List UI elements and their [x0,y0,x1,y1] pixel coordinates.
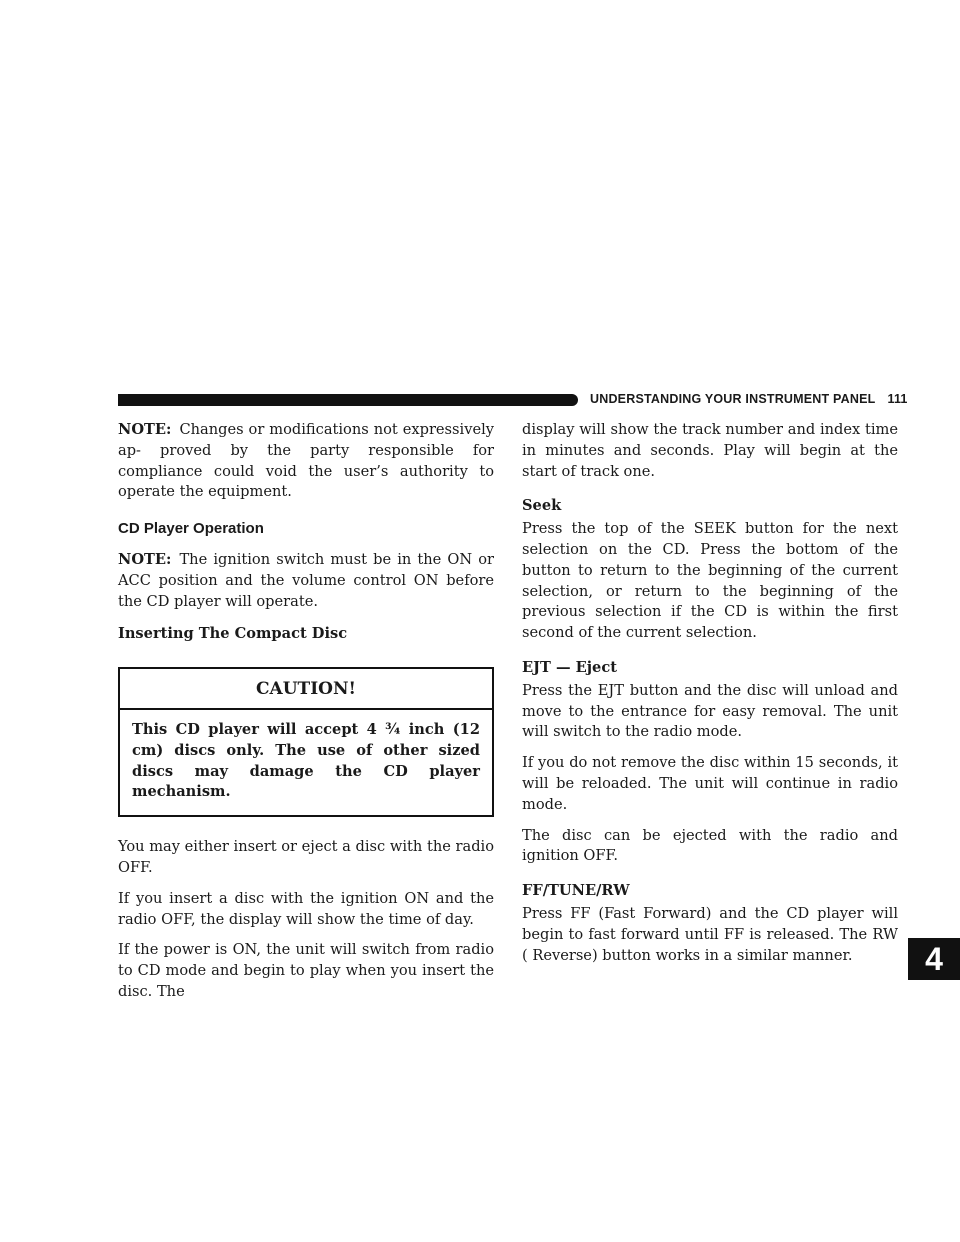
paragraph-seek: Press the top of the SEEK button for the next selection on the CD. Press the bottom of the button to return to the beginning of the current selection, or return to the beginning of the previous selection if the CD is within the first second of the current selection. [522,520,898,642]
subheading-eject: EJT — Eject [522,658,617,676]
paragraph-ignition-on: If you insert a disc with the ignition ON and the radio OFF, the display will show the time of day. [118,889,494,928]
paragraph-eject-1: Press the EJT button and the disc will unload and move to the entrance for easy removal. The unit will switch to the radio mode. [522,681,898,741]
section-heading-cd-player: CD Player Operation [118,520,264,538]
subheading-seek: Seek [522,497,562,515]
caution-text: This CD player will accept 4 ¾ inch (12 cm) discs only. The use of other sized discs may damage the CD player mechanism. [132,720,480,801]
left-column [118,420,494,1013]
subheading-ff-tune-rw: FF/TUNE/RW [522,882,630,900]
note-text: Changes or modifications not expressively ap- proved by the party responsible for compliance could void the user’s authority to operate the equipment. [118,421,494,501]
header-rule [118,394,578,406]
paragraph-continuation: display will show the track number and index time in minutes and seconds. Play will begin at the start of track one. [522,421,898,480]
note-compliance [118,420,494,503]
note-label: NOTE: [118,421,172,438]
note-text: The ignition switch must be in the ON or ACC position and the volume control ON before the CD player will operate. [118,550,494,610]
note-label: NOTE: [118,550,172,568]
paragraph-eject-2: If you do not remove the disc within 15 seconds, it will be reloaded. The unit will continue in radio mode. [522,754,898,813]
note-ignition [118,550,494,612]
subheading-inserting-disc: Inserting The Compact Disc [118,625,348,643]
caution-title: CAUTION! [120,669,492,710]
section-seek [522,496,898,644]
right-column [522,420,898,976]
caution-box [118,667,494,817]
paragraph-insert-eject: You may either insert or eject a disc with the radio OFF. [118,838,494,876]
chapter-tab: 4 [908,938,960,980]
running-header [590,392,908,406]
paragraph-ff-tune-rw: Press FF (Fast Forward) and the CD player will begin to fast forward until FF is released. The RW ( Reverse) button works in a similar manner. [522,904,898,964]
paragraph-eject-3: The disc can be ejected with the radio and ignition OFF. [522,826,898,865]
section-eject [522,658,898,867]
page-number: 111 [887,392,908,406]
section-ff-tune-rw [522,881,898,966]
header-title: UNDERSTANDING YOUR INSTRUMENT PANEL [590,392,876,406]
paragraph-power-on: If the power is ON, the unit will switch from radio to CD mode and begin to play when you insert the disc. The [118,941,494,1000]
